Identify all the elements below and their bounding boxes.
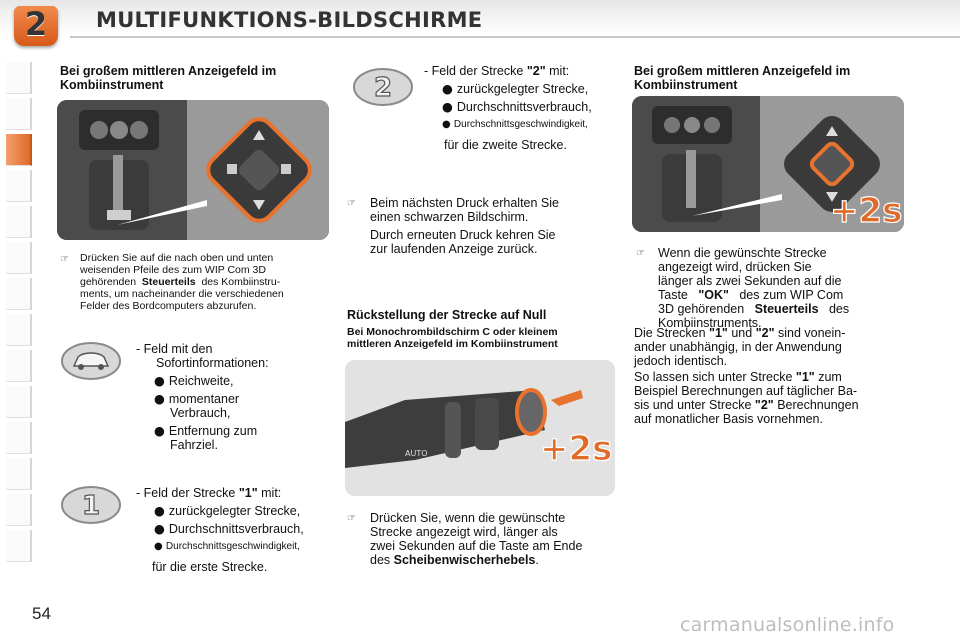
col1-heading: Bei großem mittleren Anzeigefeld im Kombiinstrument	[60, 64, 277, 92]
instant-field-title: - Feld mit den	[136, 342, 213, 356]
list-item: ● zurückgelegter Strecke,	[442, 81, 589, 96]
instruction-line: weisenden Pfeile des zum WIP Com 3D	[80, 264, 266, 276]
trip-two-label: 2	[373, 73, 393, 103]
when-line: Wenn die gewünschte Strecke	[658, 246, 827, 260]
instruction-line: ments, um nacheinander die verschiedenen	[80, 288, 284, 300]
para1-line: jedoch identisch.	[634, 354, 728, 368]
para1	[634, 326, 904, 368]
side-tab[interactable]	[6, 242, 32, 274]
when-line: länger als zwei Sekunden auf die	[658, 274, 842, 288]
side-tab[interactable]	[6, 278, 32, 310]
wiper-line: Strecke angezeigt wird, länger als	[370, 525, 558, 539]
trip1-block	[136, 486, 336, 574]
side-tab[interactable]	[6, 170, 32, 202]
para2-line: Beispiel Berechnungen auf täglicher Ba-	[634, 384, 858, 398]
page-title: MULTIFUNKTIONS-BILDSCHIRME	[96, 8, 483, 32]
side-tab[interactable]	[6, 458, 32, 490]
wiper-stalk-photo	[345, 360, 615, 496]
para2	[634, 370, 904, 426]
header-rule	[70, 36, 960, 38]
trip2-footer: für die zweite Strecke.	[444, 138, 567, 152]
chapter-number: 2	[24, 5, 48, 43]
wiper-stalk-illustration	[345, 360, 615, 496]
press-line: Beim nächsten Druck erhalten Sie	[370, 196, 559, 210]
chapter-side-tabs	[0, 62, 36, 582]
dashboard-photo-left	[57, 100, 329, 240]
wiper-line: zwei Sekunden auf die Taste am Ende	[370, 539, 583, 553]
side-tab[interactable]	[6, 422, 32, 454]
stalk-mark-text: AUTO	[405, 449, 428, 458]
when-line: Taste "OK" des zum WIP Com	[658, 288, 844, 302]
side-tab[interactable]	[6, 206, 32, 238]
para2-line: auf monatlicher Basis vornehmen.	[634, 412, 823, 426]
dashboard-illustration	[57, 100, 329, 240]
dashboard-photo-right	[632, 96, 904, 232]
list-item: ● Durchschnittsgeschwindigkeit,	[442, 119, 588, 130]
reset-heading: Rückstellung der Strecke auf Null	[347, 308, 547, 322]
list-item: ● Durchschnittsverbrauch,	[442, 99, 592, 114]
page-number: 54	[32, 604, 51, 623]
para2-line: So lassen sich unter Strecke "1" zum	[634, 370, 842, 384]
wiper-line: Drücken Sie, wenn die gewünschte	[370, 511, 566, 525]
list-item-continued: Verbrauch,	[170, 406, 231, 420]
reset-sub-line: Bei Monochrombildschirm C oder kleinem	[347, 326, 558, 338]
side-tab-active[interactable]	[6, 134, 32, 166]
car-icon	[60, 340, 122, 382]
pointer-icon: ☞	[347, 513, 356, 524]
press-block	[370, 196, 616, 256]
when-line: angezeigt wird, drücken Sie	[658, 260, 812, 274]
press-line: einen schwarzen Bildschirm.	[370, 210, 529, 224]
page-header	[0, 0, 960, 46]
two-second-badge: +2s	[540, 429, 613, 469]
side-tab[interactable]	[6, 350, 32, 382]
side-tab[interactable]	[6, 386, 32, 418]
pointer-icon: ☞	[60, 254, 69, 265]
side-tab[interactable]	[6, 314, 32, 346]
para2-line: sis und unter Strecke "2" Berechnungen	[634, 398, 859, 412]
reset-subheading	[347, 326, 617, 350]
list-item: ● Durchschnittsgeschwindigkeit,	[154, 541, 300, 552]
watermark: carmanualsonline.info	[680, 614, 895, 636]
side-tab[interactable]	[6, 62, 32, 94]
dashboard-illustration-right	[632, 96, 904, 232]
list-item-continued: Fahrziel.	[170, 438, 218, 452]
list-item: ● zurückgelegter Strecke,	[154, 503, 301, 518]
list-item: ● Reichweite,	[154, 373, 234, 388]
col1-instruction	[80, 252, 328, 312]
side-tab[interactable]	[6, 494, 32, 526]
trip1-title: - Feld der Strecke "1" mit:	[136, 486, 282, 500]
trip2-block	[424, 64, 624, 152]
two-second-badge: +2s	[830, 191, 903, 231]
press-line: Durch erneuten Druck kehren Sie	[370, 228, 556, 242]
trip-one-icon	[60, 484, 122, 526]
side-tab[interactable]	[6, 530, 32, 562]
pointer-icon: ☞	[347, 198, 356, 209]
pointer-icon: ☞	[636, 248, 645, 259]
list-item: ● Entfernung zum	[154, 423, 258, 438]
instruction-line: gehörenden Steuerteils des Kombiinstru-	[80, 276, 281, 288]
list-item: ● Durchschnittsverbrauch,	[154, 521, 304, 536]
when-line: 3D gehörenden Steuerteils des	[658, 302, 850, 316]
list-item: ● momentaner	[154, 391, 240, 406]
side-tab[interactable]	[6, 98, 32, 130]
when-line: Kombiinstruments.	[658, 316, 762, 330]
para1-line: Die Strecken "1" und "2" sind vonein-	[634, 326, 846, 340]
instruction-line: Drücken Sie auf die nach oben und unten	[80, 252, 274, 264]
instant-field-block	[136, 342, 336, 452]
col3-heading: Bei großem mittleren Anzeigefeld im Kombiinstrument	[634, 64, 851, 92]
trip1-footer: für die erste Strecke.	[152, 560, 268, 574]
when-block	[658, 246, 904, 330]
trip2-title: - Feld der Strecke "2" mit:	[424, 64, 570, 78]
wiper-line: des Scheibenwischerhebels.	[370, 553, 539, 567]
para1-line: ander unabhängig, in der Anwendung	[634, 340, 842, 354]
press-line: zur laufenden Anzeige zurück.	[370, 242, 538, 256]
trip-two-icon	[352, 66, 414, 108]
instruction-line: Felder des Bordcomputers abzurufen.	[80, 300, 257, 312]
instant-field-subtitle: Sofortinformationen:	[156, 356, 269, 370]
reset-sub-line: mittleren Anzeigefeld im Kombiinstrument	[347, 338, 558, 350]
trip-one-label: 1	[81, 491, 101, 521]
wiper-block	[370, 511, 616, 567]
